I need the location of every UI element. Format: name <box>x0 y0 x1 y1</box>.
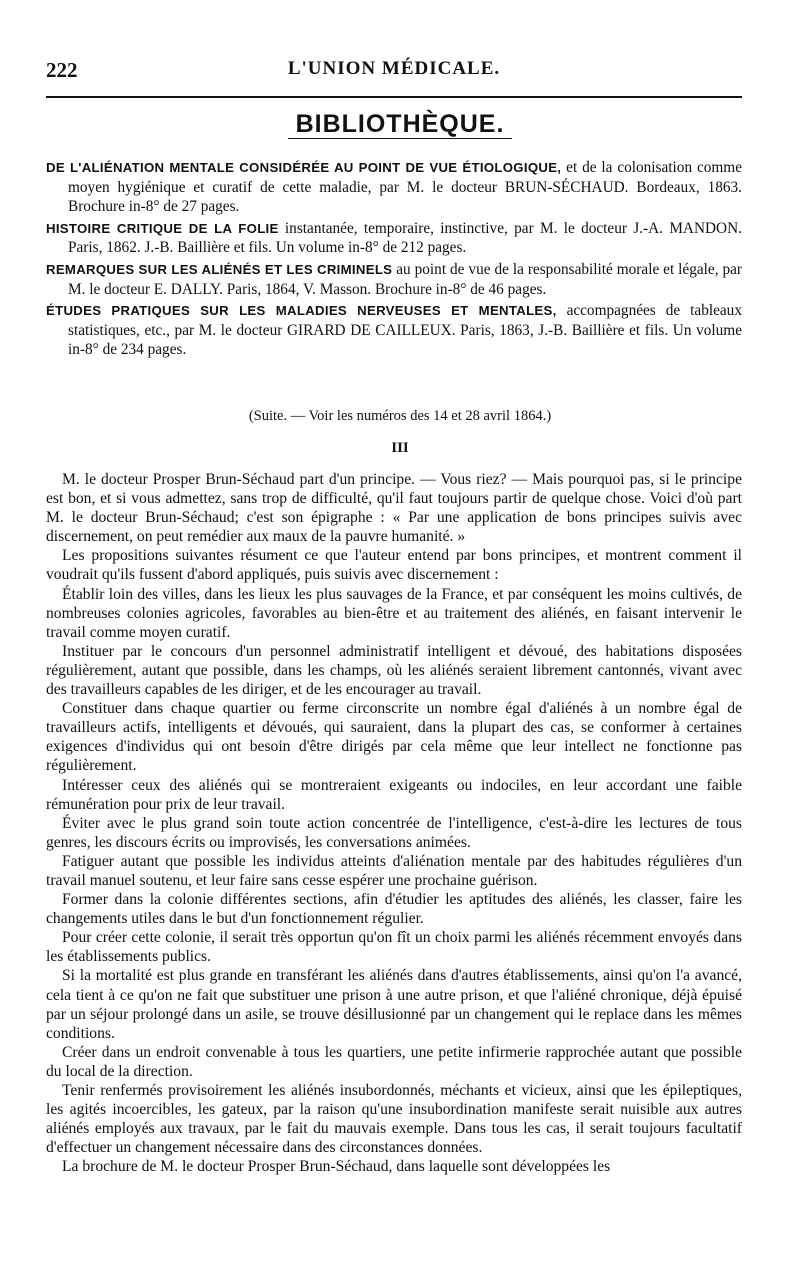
entry-title: REMARQUES SUR LES ALIÉNÉS ET LES CRIMINELS <box>46 261 393 277</box>
paragraph: Fatiguer autant que possible les individus atteints d'aliénation mentale par des habitudes régulières d'un travail manuel soutenu, et leur faire sans cesse espérer une prochaine guérison. <box>46 852 742 889</box>
paragraph: Si la mortalité est plus grande en transférant les aliénés dans d'autres établissements, ainsi qu'on l'a avancé, cela tient à ce qu'on ne fait que substituer une prison à une autre prison, et que l'aliéné chronique, déjà épuisé par un séjour prolongé dans un asile, se trouve désillusionné par un changement qui le replace dans les mêmes conditions. <box>46 967 742 1042</box>
paragraph: Établir loin des villes, dans les lieux les plus sauvages de la France, et par conséquent les moins cultivés, de nombreuses colonies agricoles, favorables au bien-être et au traitement des aliénés, en faisant intervenir le travail comme moyen curatif. <box>46 585 742 641</box>
continuation-note: (Suite. — Voir les numéros des 14 et 28 avril 1864.) <box>248 408 552 424</box>
entry-title: HISTOIRE CRITIQUE DE LA FOLIE <box>46 220 279 236</box>
header-rule <box>46 96 742 98</box>
paragraph: Former dans la colonie différentes sections, afin d'étudier les aptitudes des aliénés, les classer, faire les changements utiles dans le but d'un fonctionnement régulier. <box>46 891 742 928</box>
bibliography-entries <box>46 158 742 362</box>
paragraph: Constituer dans chaque quartier ou ferme circonscrite un nombre égal d'aliénés à un nombre égal de travailleurs actifs, intelligents et dévoués, qui sauraient, dans la plupart des cas, se conformer à certaines exigences d'individus qui ont besoin d'être dirigés par cela même que leur intellect ne fonctionne pas régulièrement. <box>46 700 742 775</box>
paragraph: Créer dans un endroit convenable à tous les quartiers, une petite infirmerie rapprochée autant que possible du local de la direction. <box>46 1043 742 1080</box>
entry-text: instantanée, temporaire, instinctive, par M. le docteur J.-A. MANDON. Paris, 1862. J.-B. Baillière et fils. Un volume in-8° de 212 pages. <box>68 219 742 257</box>
paragraph: Pour créer cette colonie, il serait très opportun qu'on fît un choix parmi les aliénés récemment envoyés dans les établissements publics. <box>46 929 742 966</box>
paragraph: Tenir renfermés provisoirement les aliénés insubordonnés, méchants et vicieux, ainsi que les épileptiques, les agités incoercibles, les gateux, par la raison qu'une insubordination manifeste serait nuisible aux autres aliénés employés aux travaux, par le fait du mauvais exemple. Dans tous les cas, il serait toujours facultatif d'effectuer un changement nécessaire dans des circonstances données. <box>46 1082 742 1157</box>
entry-text: et de la colonisation comme moyen hygiénique et curatif de cette maladie, par M. le docteur BRUN-SÉCHAUD. Bordeaux, 1863. Brochure in-8° de 27 pages. <box>68 159 742 216</box>
section-title: BIBLIOTHÈQUE. <box>0 110 800 139</box>
article-body <box>46 470 742 1176</box>
paragraph: Éviter avec le plus grand soin toute action concentrée de l'intelligence, c'est-à-dire les lectures de tous genres, les discours écrits ou improvisés, les conversations animées. <box>46 814 742 851</box>
paragraph: Intéresser ceux des aliénés qui se montreraient exigeants ou indociles, en leur accordant une faible rémunération pour prix de leur travail. <box>46 776 742 813</box>
page-header <box>46 58 742 84</box>
bibliography-entry <box>46 219 742 258</box>
entry-title: ÉTUDES PRATIQUES SUR LES MALADIES NERVEUSES ET MENTALES, <box>46 303 557 319</box>
bibliography-entry <box>46 301 742 360</box>
running-title: L'UNION MÉDICALE. <box>287 58 501 79</box>
bibliography-entry <box>46 158 742 217</box>
bibliography-entry <box>46 260 742 299</box>
paragraph: La brochure de M. le docteur Prosper Brun-Séchaud, dans laquelle sont développées les <box>62 1158 611 1176</box>
paragraph: Les propositions suivantes résument ce que l'auteur entend par bons principes, et montrent comment il voudrait qu'ils fussent d'abord appliqués, puis suivis avec discernement : <box>46 547 742 584</box>
entry-text: accompagnées de tableaux statistiques, etc., par M. le docteur GIRARD DE CAILLEUX. Paris, 1863, J.-B. Baillière et fils. Un volume in-8° de 234 pages. <box>68 302 742 359</box>
entry-text: au point de vue de la responsabilité morale et légale, par M. le docteur E. DALLY. Paris, 1864, V. Masson. Brochure in-8° de 46 pages. <box>68 260 743 298</box>
paragraph: Instituer par le concours d'un personnel administratif intelligent et dévoué, des habitations disposées régulièrement, autant que possible, dans les champs, où les aliénés seraient librement cantonnés, vivant avec des travailleurs capables de les diriger, et de les encourager au travail. <box>46 642 742 699</box>
entry-title: DE L'ALIÉNATION MENTALE CONSIDÉRÉE AU POINT DE VUE ÉTIOLOGIQUE, <box>46 160 562 175</box>
part-number: III <box>391 440 409 456</box>
page-number: 222 <box>46 58 78 82</box>
paragraph: M. le docteur Prosper Brun-Séchaud part d'un principe. — Vous riez? — Mais pourquoi pas, si le principe est bon, et si vous admettez, sans trop de difficulté, qu'il faut toujours partir de quelque chose. Voici d'où part M. le docteur Brun-Séchaud; c'est son épigraphe : « Par une application de bons principes suivis avec discernement, on peut remédier aux maux de la pauvre humanité. » <box>46 471 742 546</box>
